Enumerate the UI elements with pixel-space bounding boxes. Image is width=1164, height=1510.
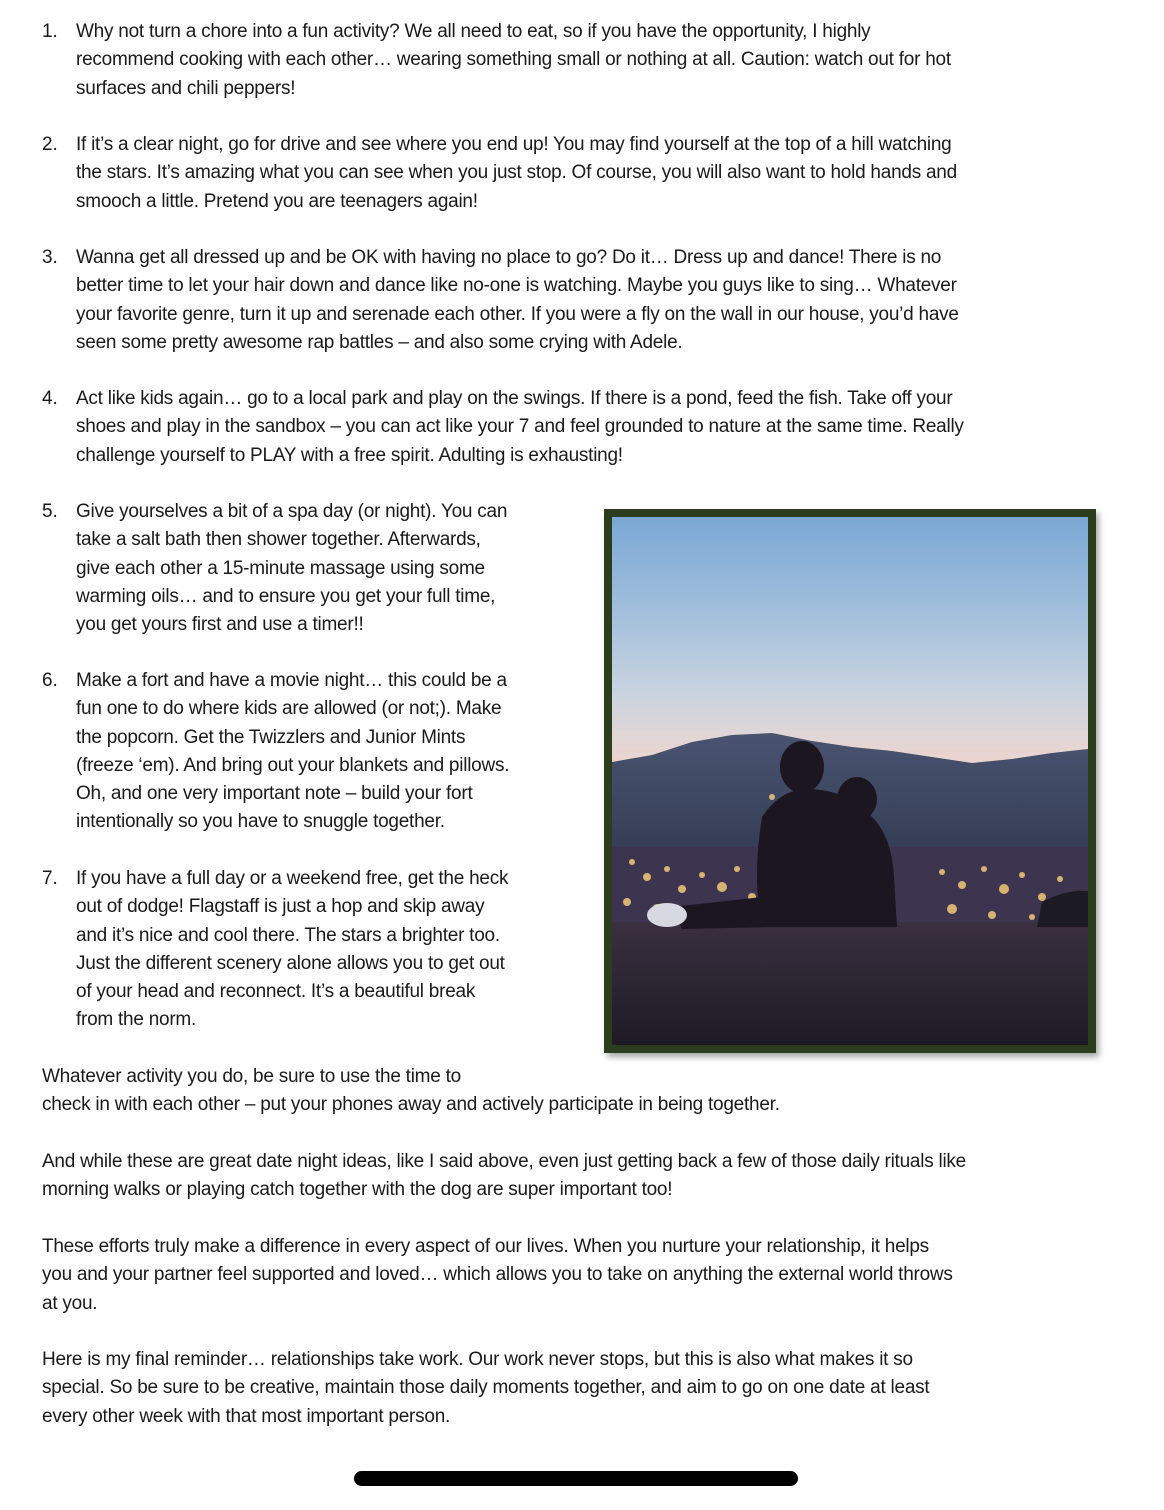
text-line: recommend cooking with each other… wearing something small or nothing at all. Caution: watch out for hot <box>76 49 951 71</box>
couple-sunset-photo <box>604 509 1096 1053</box>
text-line: take a salt bath then shower together. Afterwards, <box>76 529 481 551</box>
text-line: every other week with that most important person. <box>42 1405 451 1427</box>
text-line: smooch a little. Pretend you are teenagers again! <box>76 190 478 212</box>
text-line: warming oils… and to ensure you get your full time, <box>76 585 496 607</box>
text-line: Here is my final reminder… relationships take work. Our work never stops, but this is also what makes it so <box>42 1349 913 1370</box>
text-line: Wanna get all dressed up and be OK with having no place to go? Do it… Dress up and dance! There is no <box>76 247 942 268</box>
white-bag <box>647 903 687 927</box>
text-line: check in with each other – put your phones away and actively participate in being together. <box>42 1094 780 1116</box>
list-number: 7. <box>42 868 58 889</box>
text-line: intentionally so you have to snuggle together. <box>76 811 445 833</box>
text-line: of your head and reconnect. It’s a beautiful break <box>76 981 476 1003</box>
text-line: you and your partner feel supported and loved… which allows you to take on anything the external world throws <box>42 1264 953 1286</box>
text-line: If it’s a clear night, go for drive and see where you end up! You may find yourself at the top of a hill watching <box>76 134 952 155</box>
text-line: If you have a full day or a weekend free, get the heck <box>76 868 509 889</box>
text-line: Just the different scenery alone allows you to get out <box>76 952 505 974</box>
text-line: better time to let your hair down and dance like no-one is watching. Maybe you guys like to sing… Whatever <box>76 275 957 297</box>
list-number: 2. <box>42 134 58 155</box>
text-line: fun one to do where kids are allowed (or not;). Make <box>76 698 502 720</box>
text-line: And while these are great date night ideas, like I said above, even just getting back a few of those daily rituals like <box>42 1151 966 1172</box>
text-line: the stars. It’s amazing what you can see when you just stop. Of course, you will also want to hold hands and <box>76 162 957 184</box>
text-line: Make a fort and have a movie night… this could be a <box>76 670 507 691</box>
text-line: the popcorn. Get the Twizzlers and Junior Mints <box>76 726 466 748</box>
ledge <box>612 922 1088 1045</box>
text-line: and it’s nice and cool there. The stars a brighter too. <box>76 924 500 946</box>
list-number: 1. <box>42 21 58 42</box>
text-line: at you. <box>42 1292 98 1314</box>
text-line: surfaces and chili peppers! <box>76 77 296 99</box>
text-line: These efforts truly make a difference in every aspect of our lives. When you nurture your relationship, it helps <box>42 1236 929 1257</box>
text-line: (freeze ‘em). And bring out your blankets and pillows. <box>76 754 510 776</box>
text-line: give each other a 15-minute massage using some <box>76 557 485 579</box>
text-line: challenge yourself to PLAY with a free spirit. Adulting is exhausting! <box>76 444 623 466</box>
text-line: special. So be sure to be creative, maintain those daily moments together, and aim to go on one date at least <box>42 1377 930 1399</box>
text-line: you get yours first and use a timer!! <box>76 614 364 636</box>
list-number: 4. <box>42 388 58 409</box>
text-line: your favorite genre, turn it up and serenade each other. If you were a fly on the wall in our house, you’d have <box>76 303 959 325</box>
photo-illustration <box>612 517 1088 1045</box>
home-indicator[interactable] <box>354 1471 798 1486</box>
list-number: 5. <box>42 501 58 522</box>
text-line: out of dodge! Flagstaff is just a hop and skip away <box>76 896 485 918</box>
text-line: Why not turn a chore into a fun activity? We all need to eat, so if you have the opportunity, I highly <box>76 21 871 42</box>
text-line: Act like kids again… go to a local park and play on the swings. If there is a pond, feed the fish. Take off your <box>76 388 953 409</box>
text-line: seen some pretty awesome rap battles – and also some crying with Adele. <box>76 331 683 353</box>
text-line: shoes and play in the sandbox – you can act like your 7 and feel grounded to nature at the same time. Really <box>76 416 964 438</box>
text-line: morning walks or playing catch together with the dog are super important too! <box>42 1179 673 1201</box>
text-line: from the norm. <box>76 1009 197 1031</box>
list-number: 6. <box>42 670 58 691</box>
text-line: Whatever activity you do, be sure to use the time to <box>42 1066 461 1087</box>
text-line: Give yourselves a bit of a spa day (or night). You can <box>76 501 508 522</box>
list-number: 3. <box>42 247 58 268</box>
text-line: Oh, and one very important note – build your fort <box>76 783 473 805</box>
